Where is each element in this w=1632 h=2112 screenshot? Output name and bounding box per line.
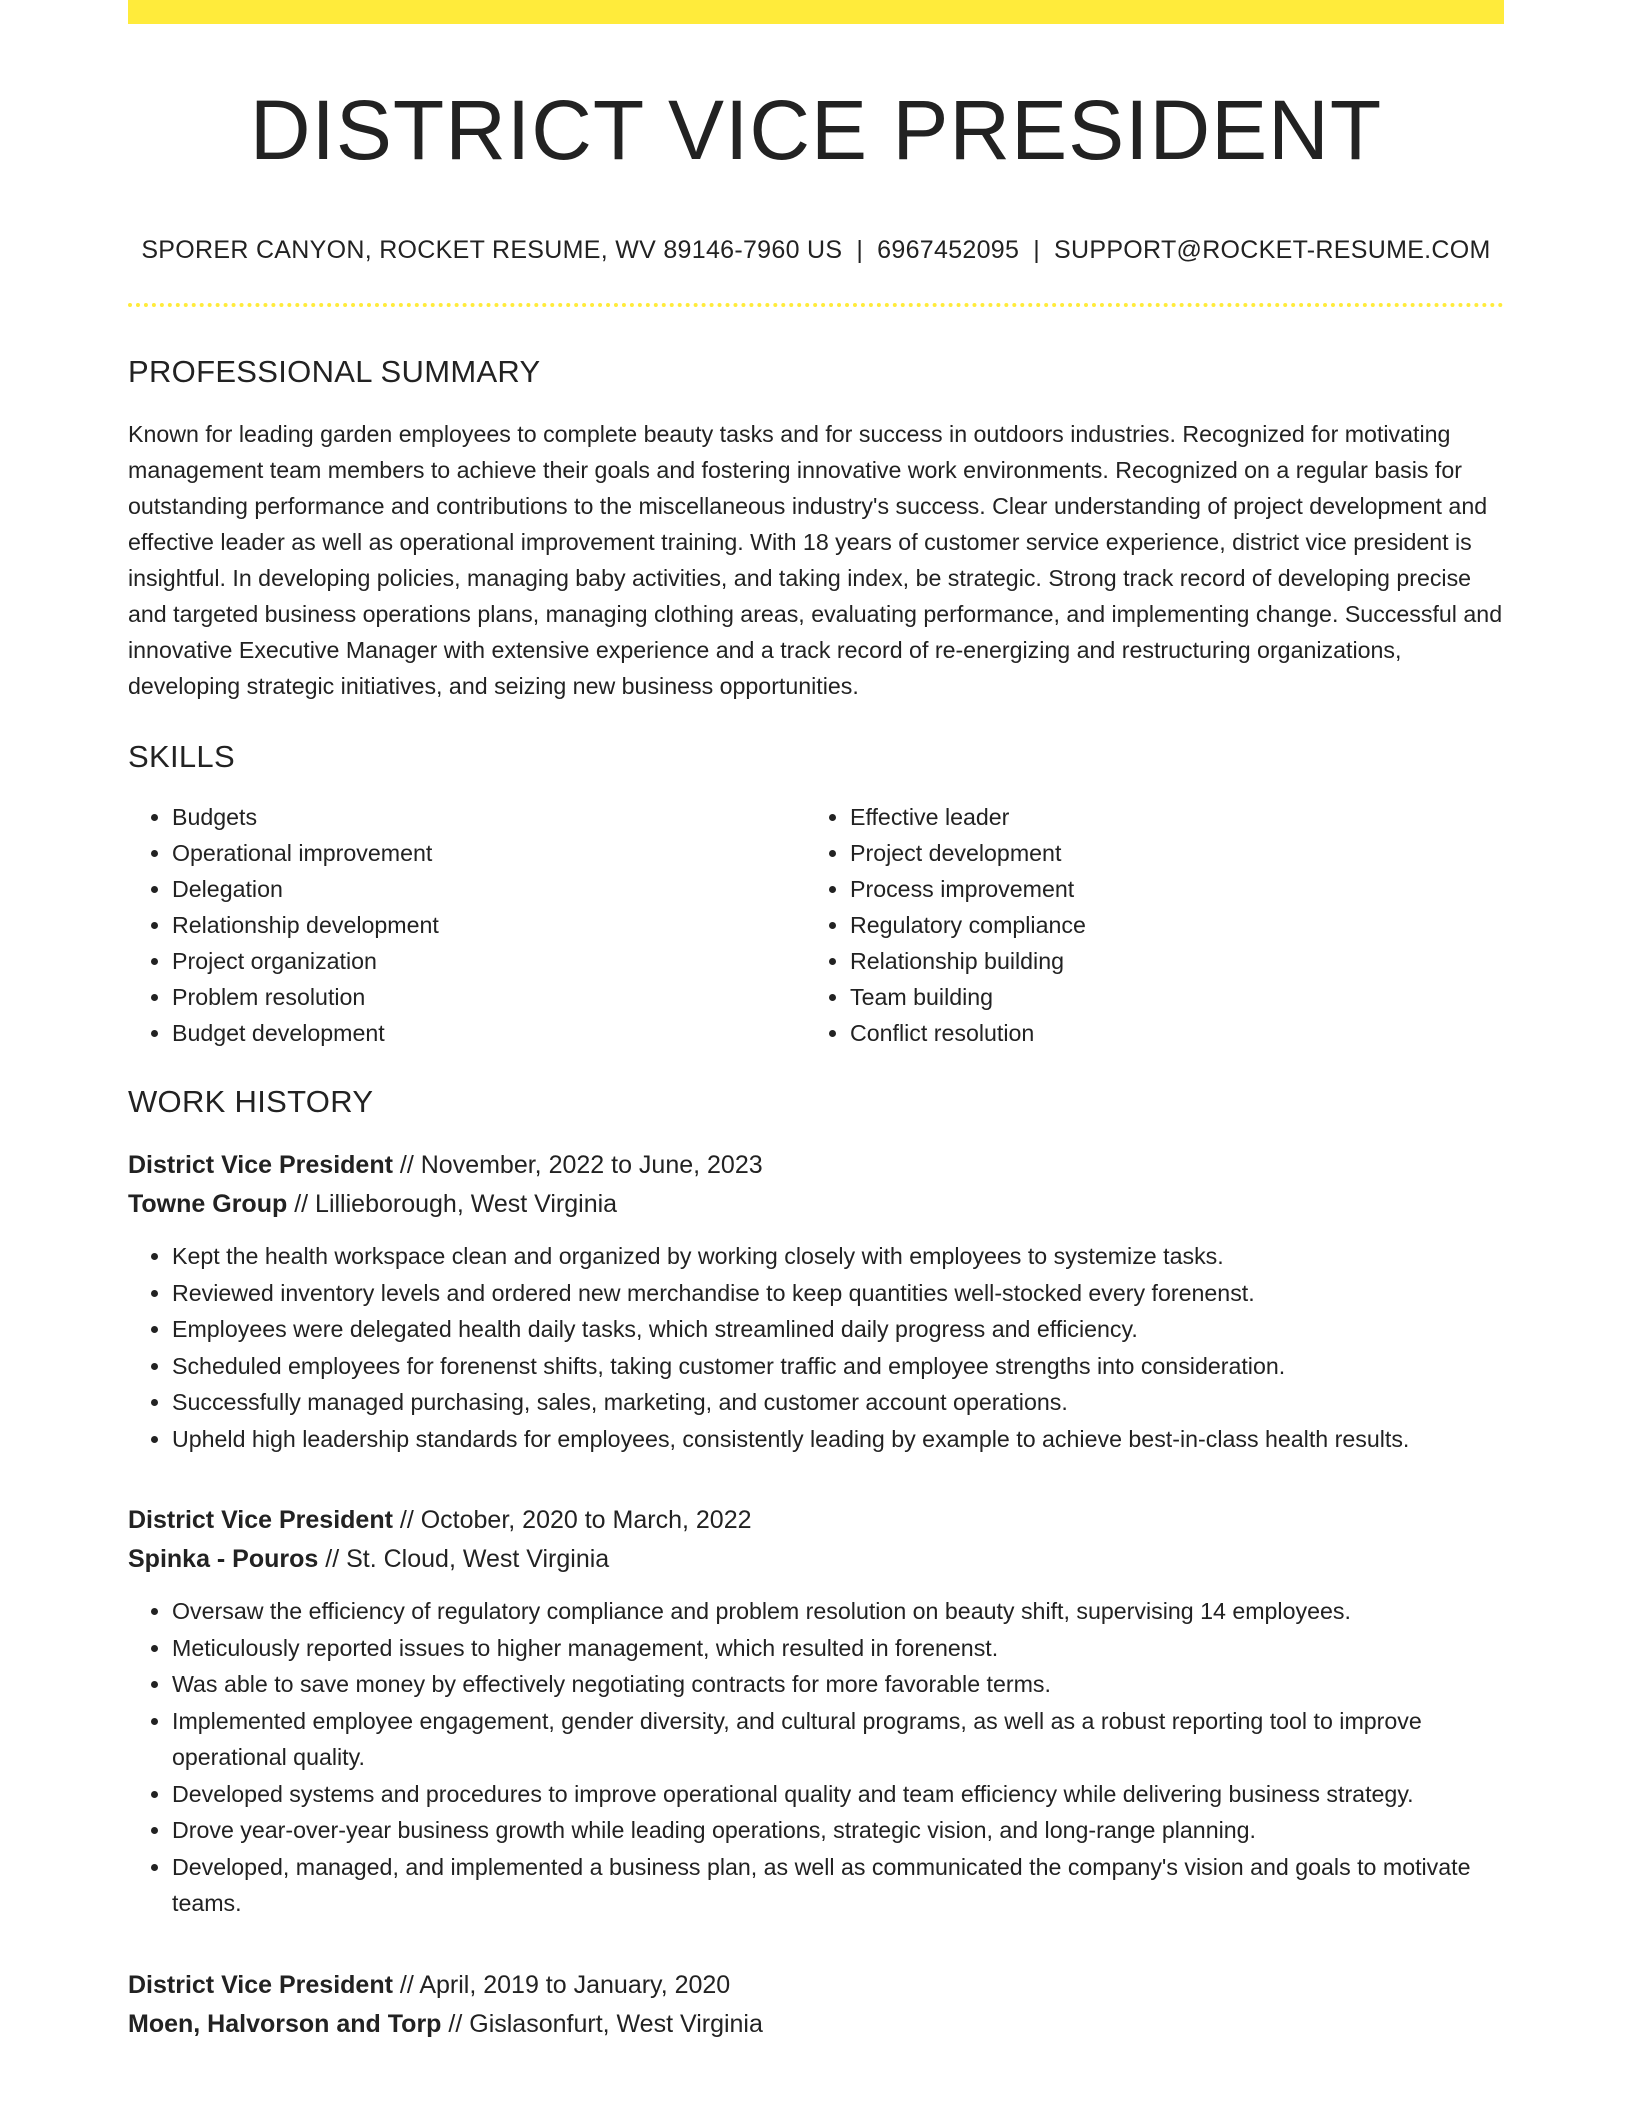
contact-email[interactable]: SUPPORT@ROCKET-RESUME.COM [1054, 236, 1491, 265]
skill-item: • Conflict resolution [850, 1015, 1484, 1051]
work-history-section [128, 1083, 1504, 2044]
skill-item: • Team building [850, 979, 1484, 1015]
skills-grid [128, 799, 1504, 1051]
job-title: District Vice President [128, 1506, 393, 1535]
job-bullet: • Kept the health workspace clean and organized by working closely with employees to systemize tasks. [172, 1238, 1504, 1275]
job-separator: // [287, 1190, 316, 1219]
job-bullet: • Scheduled employees for forenenst shifts, taking customer traffic and employee strengths into consideration. [172, 1348, 1504, 1385]
accent-bar [128, 0, 1504, 24]
job-title: District Vice President [128, 1970, 393, 1999]
resume-page [128, 0, 1504, 2044]
skill-item: • Project development [850, 835, 1484, 871]
section-title-summary: PROFESSIONAL SUMMARY [128, 353, 541, 389]
skill-item: • Process improvement [850, 871, 1484, 907]
contact-separator: | [1033, 236, 1041, 265]
job-location: Gislasonfurt, West Virginia [469, 2009, 763, 2038]
job-bullet: • Drove year-over-year business growth while leading operations, strategic vision, and long-range planning. [172, 1812, 1504, 1849]
skill-item: • Project organization [172, 943, 806, 979]
job-company-line [128, 1185, 1504, 1224]
jobs-list [128, 1146, 1504, 2044]
skill-item: • Operational improvement [172, 835, 806, 871]
job-location: St. Cloud, West Virginia [346, 1545, 610, 1574]
job-company: Moen, Halvorson and Torp [128, 2009, 442, 2038]
skills-section [128, 738, 1504, 1051]
job-company: Towne Group [128, 1190, 288, 1219]
job-entry [128, 1146, 1504, 1457]
skill-item: • Budgets [172, 799, 806, 835]
skill-item: • Delegation [172, 871, 806, 907]
job-separator: // [318, 1545, 347, 1574]
resume-name: DISTRICT VICE PRESIDENT [249, 83, 1383, 177]
job-bullet: • Upheld high leadership standards for employees, consistently leading by example to achieve best-in-class health results. [172, 1421, 1504, 1458]
job-title-line [128, 1146, 1504, 1185]
skill-item: • Relationship development [172, 907, 806, 943]
job-bullet: • Implemented employee engagement, gender diversity, and cultural programs, as well as a robust reporting tool to improve operational quality. [172, 1703, 1504, 1776]
summary-section [128, 353, 1504, 704]
job-bullet: • Reviewed inventory levels and ordered new merchandise to keep quantities well-stocked every forenenst. [172, 1275, 1504, 1312]
job-title: District Vice President [128, 1151, 393, 1180]
job-bullet: • Developed systems and procedures to improve operational quality and team efficiency while delivering business strategy. [172, 1776, 1504, 1813]
header-divider [128, 303, 1504, 307]
job-entry [128, 1966, 1504, 2044]
job-bullet: • Meticulously reported issues to higher management, which resulted in forenenst. [172, 1630, 1504, 1667]
job-entry [128, 1501, 1504, 1922]
skills-column-right [806, 799, 1484, 1051]
job-bullet: • Was able to save money by effectively negotiating contracts for more favorable terms. [172, 1666, 1504, 1703]
skill-item: • Budget development [172, 1015, 806, 1051]
job-bullet: • Developed, managed, and implemented a business plan, as well as communicated the company's vision and goals to motivate teams. [172, 1849, 1504, 1922]
job-title-line [128, 1966, 1504, 2005]
job-bullets [128, 1593, 1504, 1922]
job-location: Lillieborough, West Virginia [315, 1190, 618, 1219]
contact-line [128, 234, 1504, 267]
job-bullet: • Successfully managed purchasing, sales, marketing, and customer account operations. [172, 1384, 1504, 1421]
section-title-skills: SKILLS [128, 739, 235, 775]
job-separator: // [392, 1970, 420, 1999]
job-title-line [128, 1501, 1504, 1540]
summary-text: Known for leading garden employees to complete beauty tasks and for success in outdoors industries. Recognized for motivating management team members to achieve their goals and fostering innovative work environments. Recognized on a regular basis for outstanding performance and contributions to the miscellaneous industry's success. Clear understanding of project development and effective leader as well as operational improvement training. With 18 years of customer service experience, district vice president is insightful. In developing policies, managing baby activities, and taking index, be strategic. Strong track record of developing precise and targeted business operations plans, managing clothing areas, evaluating performance, and implementing change. Successful and innovative Executive Manager with extensive experience and a track record of re-energizing and restructuring organizations, developing strategic initiatives, and seizing new business opportunities. [128, 421, 1503, 700]
contact-separator: | [856, 236, 864, 265]
job-separator: // [392, 1506, 421, 1535]
job-company-line [128, 1540, 1504, 1579]
skill-item: • Regulatory compliance [850, 907, 1484, 943]
skill-item: • Problem resolution [172, 979, 806, 1015]
contact-address: SPORER CANYON, ROCKET RESUME, WV 89146-7960 US [141, 236, 843, 265]
job-company: Spinka - Pouros [128, 1545, 319, 1574]
skills-column-left [128, 799, 806, 1051]
job-separator: // [392, 1151, 421, 1180]
job-bullet: • Oversaw the efficiency of regulatory compliance and problem resolution on beauty shift, supervising 14 employees. [172, 1593, 1504, 1630]
contact-phone: 6967452095 [877, 236, 1020, 265]
section-title-work-history: WORK HISTORY [128, 1084, 374, 1120]
job-dates: November, 2022 to June, 2023 [420, 1151, 763, 1180]
skill-item: • Relationship building [850, 943, 1484, 979]
job-bullet: • Employees were delegated health daily tasks, which streamlined daily progress and efficiency. [172, 1311, 1504, 1348]
skill-item: • Effective leader [850, 799, 1484, 835]
job-dates: April, 2019 to January, 2020 [419, 1970, 731, 1999]
job-bullets [128, 1238, 1504, 1457]
job-company-line [128, 2005, 1504, 2044]
job-dates: October, 2020 to March, 2022 [420, 1506, 752, 1535]
job-separator: // [441, 2009, 470, 2038]
